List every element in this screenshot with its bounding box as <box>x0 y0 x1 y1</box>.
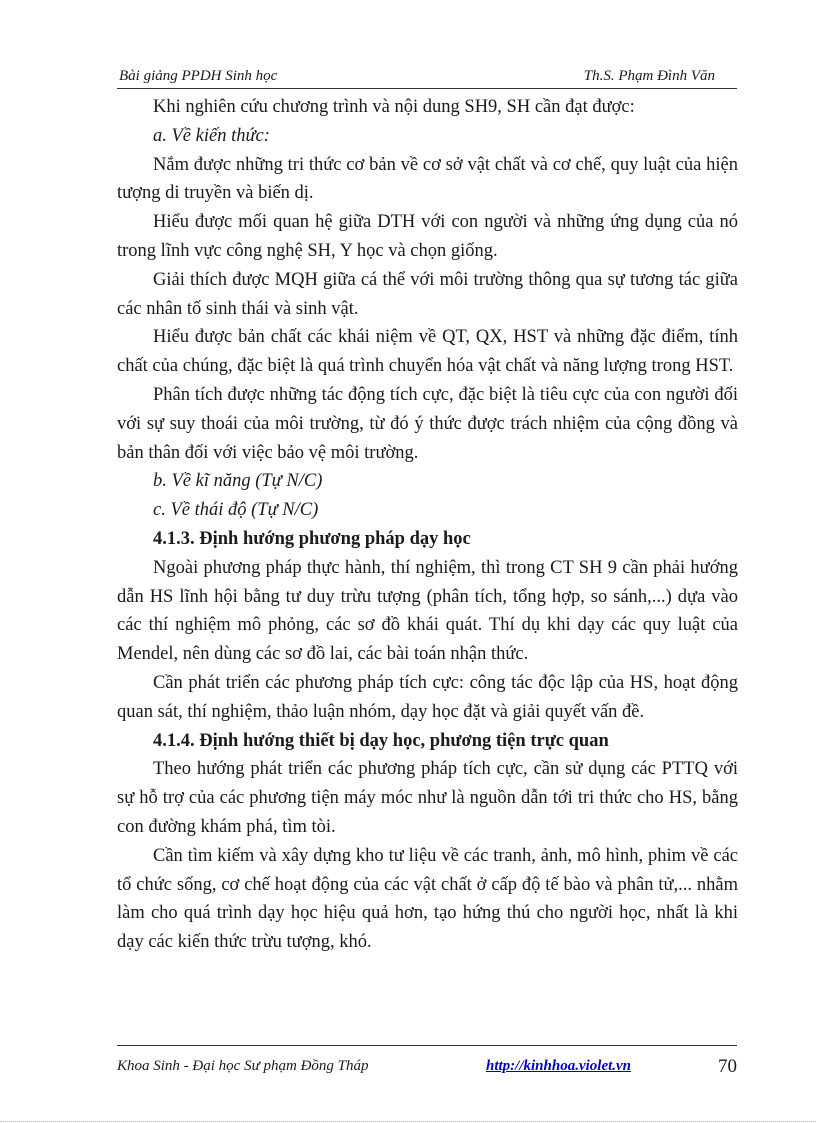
paragraph-equipment-1: Theo hướng phát triển các phương pháp tích cực, cần sử dụng các PTTQ với sự hỗ trợ của các phương tiện máy móc như là nguồn dẫn tới tri thức cho HS, bằng con đường khám phá, tìm tòi. <box>117 759 738 837</box>
paragraph-methods-2: Cần phát triển các phương pháp tích cực: công tác độc lập của HS, hoạt động quan sát, thí nghiệm, thảo luận nhóm, dạy học đặt và giải quyết vấn đề. <box>117 672 738 722</box>
header-author: Th.S. Phạm Đình Văn <box>583 68 715 84</box>
page-number: 70 <box>718 1056 737 1077</box>
footer-website-link[interactable]: http://kinhhoa.violet.vn <box>486 1058 632 1074</box>
paragraph-equipment-2: Cần tìm kiếm và xây dựng kho tư liệu về các tranh, ảnh, mô hình, phim về các tổ chức sống, cơ chế hoạt động của các vật chất ở cấp độ tế bào và phân tử,... nhằm làm cho quá trình dạy học hiệu quả hơn, tạo hứng thú cho người học, nhất là khi dạy các kiến thức trừu tượng, khó. <box>117 845 738 953</box>
subheading-knowledge: a. Về kiến thức: <box>153 125 270 146</box>
paragraph-knowledge-2: Hiểu được mối quan hệ giữa DTH với con người và những ứng dụng của nó trong lĩnh vực công nghệ SH, Y học và chọn giống. <box>117 212 738 261</box>
paragraph-knowledge-1: Nắm được những tri thức cơ bản về cơ sở vật chất và cơ chế, quy luật của hiện tượng di truyền và biến dị. <box>117 154 738 204</box>
page-body <box>117 93 738 957</box>
paragraph-knowledge-3: Giải thích được MQH giữa cá thể với môi trường thông qua sự tương tác giữa các nhân tố sinh thái và sinh vật. <box>117 269 738 319</box>
page-edge-divider <box>0 1121 816 1122</box>
page-footer <box>117 1056 737 1080</box>
intro-paragraph: Khi nghiên cứu chương trình và nội dung SH9, SH cần đạt được: <box>153 97 635 117</box>
paragraph-knowledge-5: Phân tích được những tác động tích cực, đặc biệt là tiêu cực của con người đối với sự suy thoái của môi trường, từ đó ý thức được trách nhiệm của cộng đồng và bản thân đối với việc bảo vệ môi trường. <box>117 384 738 463</box>
paragraph-knowledge-4: Hiểu được bản chất các khái niệm về QT, QX, HST và những đặc điểm, tính chất của chúng, đặc biệt là quá trình chuyển hóa vật chất và năng lượng trong HST. <box>117 327 738 377</box>
subheading-attitude: c. Về thái độ (Tự N/C) <box>153 500 319 521</box>
page-header <box>117 66 737 89</box>
paragraph-methods-1: Ngoài phương pháp thực hành, thí nghiệm, thì trong CT SH 9 cần phải hướng dẫn HS lĩnh hội bằng tư duy trừu tượng (phân tích, tổng hợp, so sánh,...) dựa vào các thí nghiệm mô phỏng, các sơ đồ khái quát. Thí dụ khi dạy các quy luật của Mendel, nên dùng các sơ đồ lai, các bài toán nhận thức. <box>117 557 738 665</box>
subheading-skills: b. Về kĩ năng (Tự N/C) <box>153 471 323 492</box>
footer-institution: Khoa Sinh - Đại học Sư phạm Đồng Tháp <box>117 1058 369 1074</box>
footer-divider <box>117 1045 737 1046</box>
section-heading-4-1-4: 4.1.4. Định hướng thiết bị dạy học, phương tiện trực quan <box>153 730 609 751</box>
header-course-title: Bài giảng PPDH Sinh học <box>119 68 278 84</box>
section-heading-4-1-3: 4.1.3. Định hướng phương pháp dạy học <box>153 528 471 549</box>
